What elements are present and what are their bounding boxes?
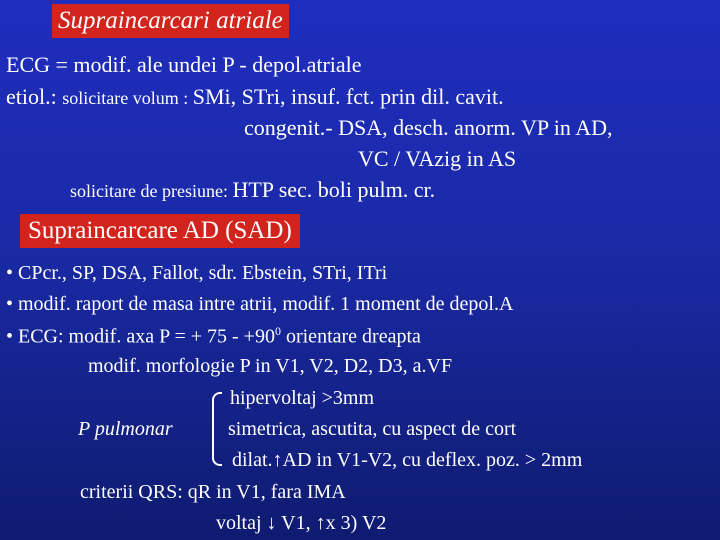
qrs-line-2-b: V1, xyxy=(276,512,316,534)
intro-line-2-rest: SMi, STri, insuf. fct. prin dil. cavit. xyxy=(192,84,504,109)
p-pulmonar-label: P pulmonar xyxy=(78,418,173,440)
qrs-line-1: criterii QRS: qR in V1, fara IMA xyxy=(80,481,346,503)
p-pulmonar-item-3-prefix: dilat. xyxy=(232,449,273,471)
bullet-3-superscript: 0 xyxy=(274,324,281,338)
qrs-line-2-d: ) V2 xyxy=(350,512,387,534)
bullet-3-main: • ECG: modif. axa P = + 75 - +90 xyxy=(6,325,275,348)
intro-line-1: ECG = modif. ale undei P - depol.atriale xyxy=(6,52,362,77)
p-pulmonar-item-3-rest: AD in V1-V2, cu deflex. poz. > 2mm xyxy=(282,449,583,471)
arrow-up-icon: ↑ xyxy=(272,449,283,471)
intro-line-4: VC / VAzig in AS xyxy=(358,146,517,171)
bullet-2: • modif. raport de masa intre atrii, modif. 1 moment de depol.A xyxy=(6,293,514,315)
qrs-line-2 xyxy=(216,513,386,533)
intro-line-5-rest: HTP sec. boli pulm. cr. xyxy=(232,177,436,202)
bullet-1: • CPcr., SP, DSA, Fallot, sdr. Ebstein, STri, ITri xyxy=(6,262,388,284)
bullet-3-tail: orientare dreapta xyxy=(280,325,421,348)
intro-line-2-prefix: etiol.: xyxy=(6,84,63,109)
qrs-line-2-a: voltaj xyxy=(216,512,267,534)
qrs-line-2-c: x 3 xyxy=(325,512,351,534)
p-pulmonar-item-2: simetrica, ascutita, cu aspect de cort xyxy=(228,418,517,440)
intro-line-2-small: solicitare volum : xyxy=(62,88,193,108)
arrow-up-icon: ↑ xyxy=(315,512,326,534)
p-pulmonar-brace xyxy=(212,392,222,466)
p-pulmonar-item-3 xyxy=(232,450,582,470)
intro-line-2 xyxy=(6,86,504,108)
intro-line-3: congenit.- DSA, desch. anorm. VP in AD, xyxy=(244,115,613,140)
bullet-3 xyxy=(6,325,421,347)
section-subtitle: Supraincarcare AD (SAD) xyxy=(20,214,300,248)
arrow-down-icon: ↓ xyxy=(266,512,277,534)
intro-line-5 xyxy=(70,179,435,201)
p-pulmonar-item-1: hipervoltaj >3mm xyxy=(230,387,375,409)
intro-line-5-small: solicitare de presiune: xyxy=(70,181,233,201)
page-title: Supraincarcari atriale xyxy=(52,4,289,38)
bullet-4: modif. morfologie P in V1, V2, D2, D3, a.VF xyxy=(88,355,453,377)
